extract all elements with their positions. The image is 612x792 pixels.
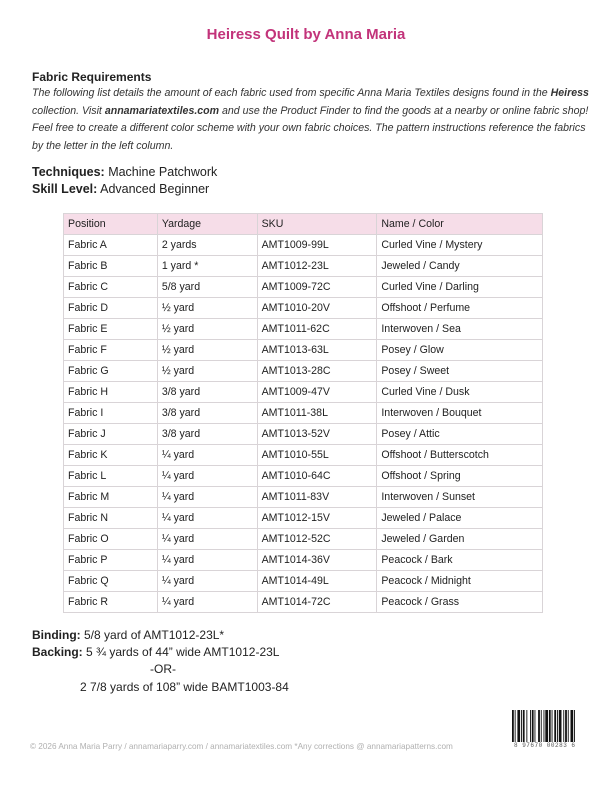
website-link[interactable]: annamariatextiles.com	[104, 104, 220, 117]
cell-yardage: ¼ yard	[157, 592, 257, 613]
barcode-number: 8 97670 00283 6	[514, 742, 576, 749]
cell-position: Fabric L	[64, 466, 158, 487]
cell-yardage: ½ yard	[157, 361, 257, 382]
table-row	[64, 340, 543, 361]
cell-yardage: 3/8 yard	[157, 403, 257, 424]
cell-sku: AMT1013-52V	[257, 424, 377, 445]
techniques-value: Machine Patchwork	[108, 165, 218, 179]
cell-name-color: Jeweled / Candy	[377, 256, 543, 277]
cell-sku: AMT1009-72C	[257, 277, 377, 298]
table-row	[64, 508, 543, 529]
cell-sku: AMT1010-55L	[257, 445, 377, 466]
barcode-bar	[557, 710, 558, 742]
cell-position: Fabric F	[64, 340, 158, 361]
table-row	[64, 382, 543, 403]
table-row	[64, 487, 543, 508]
cell-name-color: Jeweled / Garden	[377, 529, 543, 550]
barcode-bar	[563, 710, 564, 742]
cell-name-color: Curled Vine / Dusk	[377, 382, 543, 403]
cell-position: Fabric J	[64, 424, 158, 445]
fabric-requirements-heading: Fabric Requirements	[32, 70, 152, 84]
cell-name-color: Posey / Attic	[377, 424, 543, 445]
footer-corrections: Any corrections @ annamariapatterns.com	[297, 742, 453, 751]
cell-position: Fabric C	[64, 277, 158, 298]
cell-name-color: Curled Vine / Darling	[377, 277, 543, 298]
cell-yardage: ½ yard	[157, 340, 257, 361]
cell-sku: AMT1011-83V	[257, 487, 377, 508]
backing-alt: 2 7/8 yards of 108” wide BAMT1003-84	[80, 680, 289, 694]
cell-position: Fabric H	[64, 382, 158, 403]
cell-position: Fabric N	[64, 508, 158, 529]
cell-position: Fabric R	[64, 592, 158, 613]
cell-yardage: ¼ yard	[157, 445, 257, 466]
cell-sku: AMT1014-49L	[257, 571, 377, 592]
cell-yardage: 3/8 yard	[157, 424, 257, 445]
cell-name-color: Offshoot / Spring	[377, 466, 543, 487]
cell-yardage: ¼ yard	[157, 529, 257, 550]
barcode-bar	[523, 710, 525, 742]
cell-sku: AMT1014-72C	[257, 592, 377, 613]
cell-name-color: Offshoot / Butterscotch	[377, 445, 543, 466]
table-row	[64, 361, 543, 382]
table-row	[64, 424, 543, 445]
cell-name-color: Posey / Sweet	[377, 361, 543, 382]
cell-yardage: 5/8 yard	[157, 277, 257, 298]
header-position: Position	[64, 214, 158, 235]
binding-value: 5/8 yard of AMT1012-23L*	[84, 628, 225, 642]
cell-position: Fabric A	[64, 235, 158, 256]
table-row	[64, 445, 543, 466]
cell-sku: AMT1013-63L	[257, 340, 377, 361]
collection-name: Heiress	[550, 87, 589, 99]
table-row	[64, 256, 543, 277]
cell-name-color: Jeweled / Palace	[377, 508, 543, 529]
barcode-bar	[541, 710, 542, 742]
cell-name-color: Curled Vine / Mystery	[377, 235, 543, 256]
barcode-bar	[517, 710, 520, 742]
cell-name-color: Offshoot / Perfume	[377, 298, 543, 319]
barcode-bar	[559, 710, 562, 742]
barcode-bar	[530, 710, 531, 742]
cell-yardage: ¼ yard	[157, 571, 257, 592]
cell-yardage: ¼ yard	[157, 466, 257, 487]
cell-sku: AMT1012-52C	[257, 529, 377, 550]
cell-sku: AMT1011-38L	[257, 403, 377, 424]
cell-yardage: ½ yard	[157, 298, 257, 319]
header-name-color: Name / Color	[377, 214, 543, 235]
cell-yardage: 3/8 yard	[157, 382, 257, 403]
cell-name-color: Interwoven / Sea	[377, 319, 543, 340]
backing-or: -OR-	[150, 662, 176, 676]
cell-sku: AMT1009-99L	[257, 235, 377, 256]
cell-yardage: 2 yards	[157, 235, 257, 256]
barcode-bar	[549, 710, 551, 742]
cell-sku: AMT1010-64C	[257, 466, 377, 487]
table-row	[64, 277, 543, 298]
cell-name-color: Interwoven / Sunset	[377, 487, 543, 508]
barcode-bar	[574, 710, 575, 742]
barcode-bar	[552, 710, 553, 742]
table-header-row	[64, 214, 543, 235]
footer	[30, 742, 453, 751]
header-sku: SKU	[257, 214, 377, 235]
footer-star: *	[294, 742, 298, 751]
backing-value: 5 ¾ yards of 44” wide AMT1012-23L	[86, 645, 280, 659]
cell-name-color: Peacock / Midnight	[377, 571, 543, 592]
page-title: Heiress Quilt by Anna Maria	[206, 26, 406, 43]
barcode-bar	[565, 710, 567, 742]
barcode-bar	[571, 710, 574, 742]
barcode-bar	[535, 710, 536, 742]
barcode-bar	[538, 710, 540, 742]
cell-sku: AMT1013-28C	[257, 361, 377, 382]
cell-sku: AMT1010-20V	[257, 298, 377, 319]
skill-level-label: Skill Level:	[32, 182, 98, 196]
cell-position: Fabric G	[64, 361, 158, 382]
techniques-line	[32, 165, 217, 179]
cell-position: Fabric B	[64, 256, 158, 277]
cell-position: Fabric M	[64, 487, 158, 508]
table-row	[64, 466, 543, 487]
binding-label: Binding:	[32, 628, 81, 642]
cell-position: Fabric P	[64, 550, 158, 571]
barcode-bar	[544, 710, 545, 742]
table-row	[64, 403, 543, 424]
cell-sku: AMT1011-62C	[257, 319, 377, 340]
table-row	[64, 529, 543, 550]
cell-name-color: Peacock / Bark	[377, 550, 543, 571]
cell-name-color: Posey / Glow	[377, 340, 543, 361]
header-yardage: Yardage	[157, 214, 257, 235]
cell-sku: AMT1012-23L	[257, 256, 377, 277]
cell-position: Fabric O	[64, 529, 158, 550]
intro-paragraph: The following list details the amount of each fabric used from specific Anna Maria Textiles designs found in the Heiress collection. Visit annamariatextiles.com and use the Product Finder to find the goods at a nearby or online fabric shop! Feel free to create a different color scheme with your own fabric choices. The pattern instructions reference the fabrics by the letter in the left column.	[32, 87, 589, 152]
cell-yardage: ¼ yard	[157, 508, 257, 529]
cell-position: Fabric I	[64, 403, 158, 424]
backing-line	[32, 645, 279, 659]
barcode-bar	[521, 710, 522, 742]
cell-position: Fabric K	[64, 445, 158, 466]
table-row	[64, 319, 543, 340]
cell-position: Fabric D	[64, 298, 158, 319]
footer-copyright: © 2026 Anna Maria Parry / annamariaparry.com / annamariatextiles.com	[30, 742, 293, 751]
barcode-bar	[545, 710, 548, 742]
table-row	[64, 592, 543, 613]
binding-line	[32, 628, 224, 642]
barcode-bar	[568, 710, 569, 742]
cell-position: Fabric E	[64, 319, 158, 340]
cell-name-color: Interwoven / Bouquet	[377, 403, 543, 424]
skill-level-line	[32, 182, 209, 196]
cell-yardage: ¼ yard	[157, 487, 257, 508]
cell-yardage: 1 yard *	[157, 256, 257, 277]
table-row	[64, 298, 543, 319]
cell-yardage: ¼ yard	[157, 550, 257, 571]
barcode-bar	[554, 710, 556, 742]
cell-name-color: Peacock / Grass	[377, 592, 543, 613]
backing-label: Backing:	[32, 645, 83, 659]
cell-yardage: ½ yard	[157, 319, 257, 340]
table-row	[64, 571, 543, 592]
cell-sku: AMT1012-15V	[257, 508, 377, 529]
table-row	[64, 550, 543, 571]
skill-level-value: Advanced Beginner	[100, 182, 210, 196]
barcode-bar	[512, 710, 514, 742]
cell-position: Fabric Q	[64, 571, 158, 592]
cell-sku: AMT1009-47V	[257, 382, 377, 403]
techniques-label: Techniques:	[32, 165, 105, 179]
barcode-bar	[526, 710, 527, 742]
cell-sku: AMT1014-36V	[257, 550, 377, 571]
barcode-bar	[532, 710, 534, 742]
table-row	[64, 235, 543, 256]
fabric-table	[63, 213, 543, 613]
barcode-bar	[515, 710, 516, 742]
